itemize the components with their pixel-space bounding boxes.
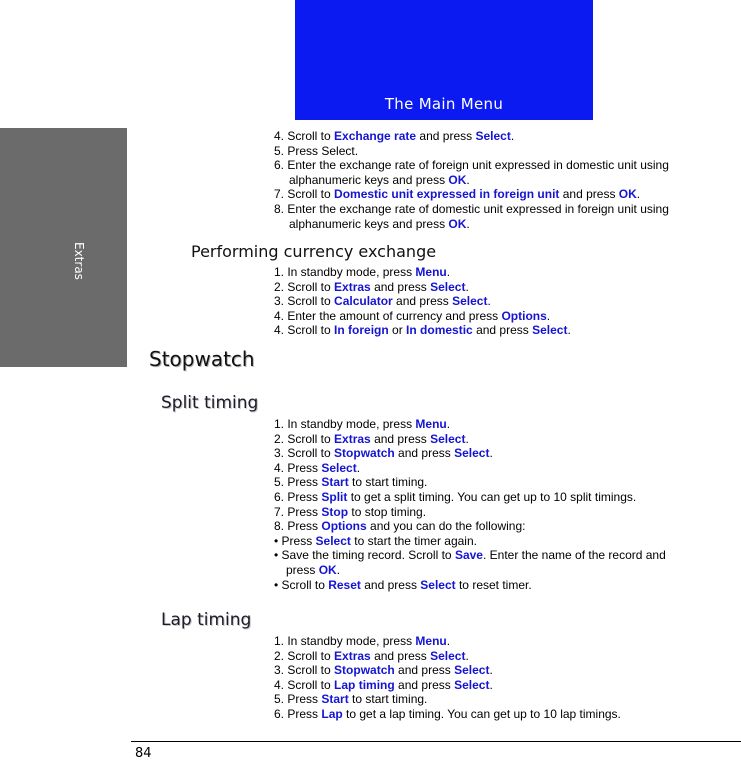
keyword-text: Domestic unit expressed in foreign unit [334,187,560,202]
step-line [274,265,450,280]
step-text: . [465,431,469,446]
keyword-text: Stopwatch [334,663,395,678]
step-line [274,649,469,664]
keyword-text: OK [318,563,337,577]
step-line [274,634,450,649]
step-line [274,519,525,534]
step-text: and press [392,294,453,309]
step-line [274,129,514,144]
step-text: 6. Enter the exchange rate of foreign unit expressed in domestic unit using [274,158,669,173]
keyword-text: Menu [415,634,447,648]
step-text: 4. Press [274,460,322,475]
keyword-text: Calculator [334,294,393,309]
step-text: 8. Press [274,519,322,534]
step-text: to start timing. [348,692,428,707]
keyword-text: Select [475,129,511,143]
step-text: 8. Enter the exchange rate of domestic unit expressed in foreign unit using [274,202,669,216]
step-text: and press [360,577,421,592]
section-side-tab [0,128,127,367]
keyword-text: Select [321,460,357,475]
keyword-text: In domestic [406,323,473,338]
step-text: . Enter the name of the record and [482,548,666,563]
step-text: to get a split timing. You can get up to 10 split timings. [347,490,637,504]
step-text: 3. Scroll to [274,663,335,678]
step-text: 2. Scroll to [274,431,335,446]
step-line [274,187,640,202]
step-text: 2. Scroll to [274,279,335,294]
step-text: . [489,677,493,692]
stopwatch-heading: Stopwatch [149,347,255,371]
keyword-text: Select [532,323,568,338]
keyword-text: Select [454,663,490,678]
keyword-text: Select [452,294,488,309]
step-text: 4. Scroll to [274,677,335,692]
keyword-text: Options [501,308,547,323]
keyword-text: Lap [321,707,343,721]
keyword-text: Split [321,490,348,504]
keyword-text: Extras [334,648,371,663]
step-text: 3. Scroll to [274,294,335,309]
step-text: . [489,663,493,678]
keyword-text: Select [420,577,456,592]
keyword-text: OK [448,216,467,231]
step-line [274,505,426,520]
step-line [274,534,477,549]
step-text: . [465,648,469,663]
step-text: to reset timer. [455,577,532,592]
step-text: • Scroll to [274,577,329,592]
step-line [274,417,450,432]
step-text: 7. Scroll to [274,187,335,202]
step-text: . [446,265,451,279]
step-text: . [446,417,451,431]
step-text: 3. Scroll to [274,446,335,461]
step-line [274,309,550,324]
step-text: press [286,563,319,577]
keyword-text: Extras [334,431,371,446]
step-text: . [546,308,551,323]
step-text: or [388,323,407,338]
keyword-text: Select [454,677,490,692]
step-text: 4. Scroll to [274,323,335,338]
keyword-text: Start [321,692,349,707]
keyword-text: Save [454,548,483,563]
keyword-text: Lap timing [334,677,395,692]
step-text: 2. Scroll to [274,648,335,663]
step-line [286,563,340,578]
step-text: 1. In standby mode, press [274,634,416,648]
step-text: . [356,460,361,475]
keyword-text: OK [618,187,637,202]
step-line [274,432,469,447]
step-text: and press [370,279,431,294]
step-line [274,678,493,693]
step-line [274,475,427,490]
step-text: . [336,563,341,577]
currency-exchange-heading: Performing currency exchange [191,242,437,261]
step-text: and press [416,129,476,143]
lap-timing-heading: Lap timing [161,610,252,630]
step-text: . [636,187,641,202]
step-text: • Save the timing record. Scroll to [274,548,455,563]
step-text: . [446,634,451,648]
split-timing-heading: Split timing [161,393,259,413]
step-text: . [489,446,493,461]
step-text: and you can do the following: [366,519,526,534]
step-text: . [466,172,470,187]
page-number: 84 [135,746,152,761]
step-line [274,202,669,217]
step-line [274,548,666,563]
step-text: 4. Scroll to [274,129,335,143]
step-line [274,578,532,593]
step-text: • Press [274,533,316,548]
header-title: The Main Menu [384,95,504,113]
keyword-text: Select [430,648,466,663]
step-text: 6. Press [274,707,322,721]
step-text: . [510,129,515,143]
step-text: 4. Enter the amount of currency and press [274,308,502,323]
step-line [274,280,469,295]
step-text: to get a lap timing. You can get up to 10 lap timings. [342,707,621,721]
step-line [289,173,470,188]
keyword-text: OK [448,172,467,187]
step-text: alphanumeric keys and press [289,172,449,187]
step-text: and press [394,663,455,678]
step-text: to start timing. [348,475,428,490]
step-text: . [487,294,491,309]
step-line [274,663,493,678]
step-text: and press [394,446,455,461]
step-text: alphanumeric keys and press [289,216,449,231]
keyword-text: Reset [328,577,361,592]
keyword-text: In foreign [334,323,389,338]
keyword-text: Options [321,519,367,534]
keyword-text: Menu [415,417,447,431]
step-line [274,144,358,159]
step-text: 1. In standby mode, press [274,417,416,431]
keyword-text: Menu [415,265,447,279]
keyword-text: Stop [321,504,349,519]
step-text: to start the timer again. [350,533,477,548]
step-text: 5. Press [274,692,322,707]
keyword-text: Select [430,279,466,294]
step-text: to stop timing. [348,504,427,519]
step-text: 1. In standby mode, press [274,265,416,279]
keyword-text: Start [321,475,349,490]
step-text: 5. Press [274,475,322,490]
step-text: 7. Press [274,504,322,519]
step-line [274,461,360,476]
step-text: . [465,279,469,294]
step-text: 5. Press Select. [274,143,359,158]
header-banner [295,0,593,120]
step-line [274,692,427,707]
step-line [274,446,493,461]
step-text: and press [370,431,431,446]
keyword-text: Extras [334,279,371,294]
step-text: . [567,323,571,338]
step-line [274,490,636,505]
section-side-tab-label: Extras [72,242,87,280]
keyword-text: Exchange rate [334,129,417,143]
step-text: and press [370,648,431,663]
keyword-text: Select [430,431,466,446]
step-line [274,158,669,173]
step-text: . [466,216,470,231]
footer-rule [131,741,741,742]
step-text: and press [559,187,619,202]
keyword-text: Stopwatch [334,446,395,461]
step-line [274,323,571,338]
step-text: and press [472,323,533,338]
step-line [289,217,470,232]
step-line [274,294,491,309]
keyword-text: Select [315,533,351,548]
step-line [274,707,621,722]
step-text: and press [394,677,455,692]
step-text: 6. Press [274,490,322,504]
keyword-text: Select [454,446,490,461]
